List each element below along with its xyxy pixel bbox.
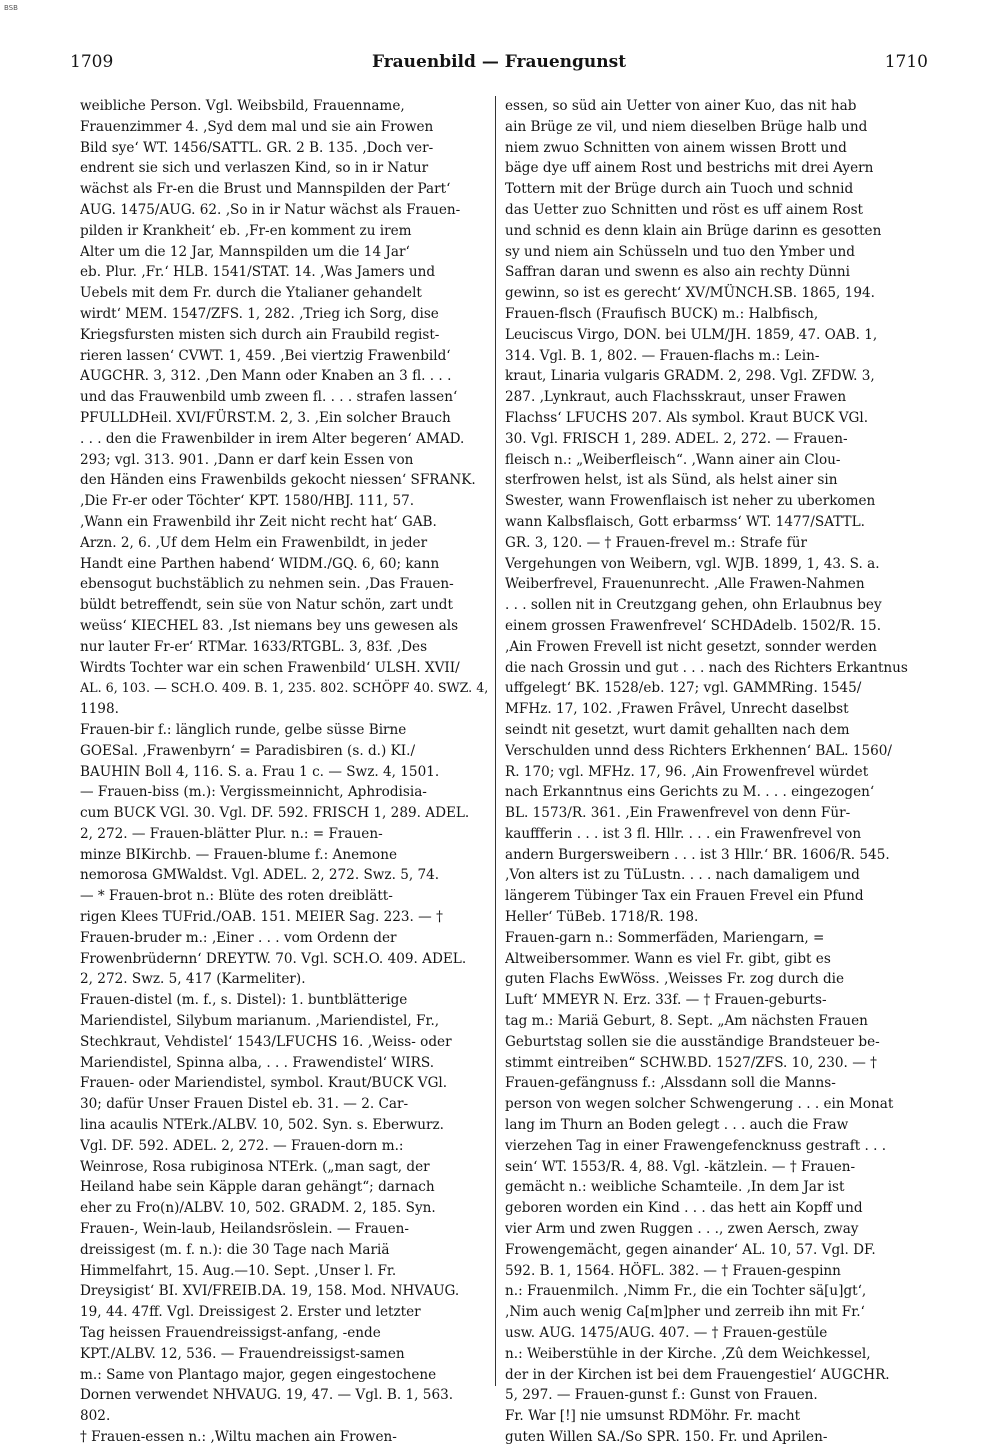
text-line: Bild sye‘ WT. 1456/SATTL. GR. 2 B. 135. ‚Doch ver- — [80, 139, 434, 156]
library-stamp: BSB — [4, 4, 18, 12]
text-line: m.: Same von Plantago major, gegen eingestochene — [80, 1366, 437, 1383]
text-line: † Frauen-essen n.: ‚Wiltu machen ain Frowen- — [80, 1429, 397, 1445]
text-line: endrent sie sich und verlaszen Kind, so in ir Natur — [80, 160, 429, 177]
text-line: usw. AUG. 1475/AUG. 407. — † Frauen-gestüle — [505, 1325, 828, 1342]
text-line: Flachss‘ LFUCHS 207. Als symbol. Kraut BUCK VGl. — [505, 409, 869, 426]
text-line: büldt betreffendt, sein süe von Natur schön, zart undt — [80, 597, 453, 614]
text-line: Saffran daran und swenn es also ain rechty Dünni — [505, 264, 850, 281]
text-line: vierzehen Tag in einer Frawengefencknuss gestraft . . . — [505, 1137, 887, 1154]
text-line: sy und niem ain Schüsseln und tuo den Ymber und — [505, 243, 855, 260]
text-line: Heiland habe sein Käpple daran gehängt“; darnach — [80, 1179, 435, 1196]
text-line: PFULLDHeil. XVI/FÜRST.M. 2, 3. ‚Ein solcher Brauch — [80, 409, 451, 426]
text-line: AL. 6, 103. — SCH.O. 409. B. 1, 235. 802. SCHÖPF 40. SWZ. 4, — [80, 680, 489, 696]
text-line: nemorosa GMWaldst. Vgl. ADEL. 2, 272. Swz. 5, 74. — [80, 867, 440, 884]
text-line: BAUHIN Boll 4, 116. S. a. Frau 1 c. — Swz. 4, 1501. — [80, 763, 440, 780]
text-line: geboren worden ein Kind . . . das hett ain Kopff und — [505, 1200, 863, 1217]
text-line: R. 170; vgl. MFHz. 17, 96. ‚Ain Frowenfrevel würdet — [505, 763, 869, 780]
text-line: guten Flachs EwWöss. ‚Weisses Fr. zog durch die — [505, 971, 845, 988]
page-header — [70, 52, 928, 74]
text-line: 2, 272. Swz. 5, 417 (Karmeliter). — [80, 971, 306, 988]
text-line: AUGCHR. 3, 312. ‚Den Mann oder Knaben an 3 fl. . . . — [80, 368, 452, 385]
text-line: Uebels mit dem Fr. durch die Ytalianer gehandelt — [80, 285, 422, 302]
text-line: Kriegsfursten misten sich durch ain Fraubild regist- — [80, 326, 440, 343]
text-line: eb. Plur. ‚Fr.‘ HLB. 1541/STAT. 14. ‚Was Jamers und — [80, 264, 436, 281]
text-line: 592. B. 1, 1564. HÖFL. 382. — † Frauen-gespinn — [505, 1262, 841, 1279]
text-line: n.: Weiberstühle in der Kirche. ‚Zû dem Weichkessel, — [505, 1345, 871, 1362]
text-line: . . . sollen nit in Creutzgang gehen, ohn Erlaubnus bey — [505, 597, 882, 614]
text-line: 314. Vgl. B. 1, 802. — Frauen-flachs m.: Lein- — [505, 347, 820, 364]
left-page-number: 1709 — [70, 52, 114, 72]
text-line: Heller‘ TüBeb. 1718/R. 198. — [505, 909, 699, 926]
text-line: und das Frauwenbild umb zween fl. . . . strafen lassen‘ — [80, 389, 458, 406]
text-line: wirdt‘ MEM. 1547/ZFS. 1, 282. ‚Trieg ich Sorg, dise — [80, 305, 439, 322]
text-line: ‚Wann ein Frawenbild ihr Zeit nicht recht hat‘ GAB. — [80, 513, 437, 530]
text-line: rigen Klees TUFrid./OAB. 151. MEIER Sag. 223. — † — [80, 909, 443, 926]
text-line: essen, so süd ain Uetter von ainer Kuo, das nit hab — [505, 98, 857, 114]
text-line: wächst als Fr-en die Brust und Mannspilden der Part‘ — [80, 181, 451, 198]
text-line: rieren lassen‘ CVWT. 1, 459. ‚Bei viertzig Frawenbild‘ — [80, 347, 451, 364]
text-line: Vergehungen von Weibern, vgl. WJB. 1899, 1, 43. S. a. — [505, 555, 880, 572]
text-line: 293; vgl. 313. 901. ‚Dann er darf kein Essen von — [80, 451, 414, 468]
text-line: Frauen-bruder m.: ‚Einer . . . vom Ordenn der — [80, 929, 397, 946]
text-line: fleisch n.: „Weiberfleisch“. ‚Wann ainer ain Clou- — [505, 451, 841, 468]
text-line: ebensogut buchstäblich zu nehmen sein. ‚Das Frauen- — [80, 576, 454, 593]
text-line: Frauen-garn n.: Sommerfäden, Mariengarn, = — [505, 929, 825, 946]
text-line: das Uetter zuo Schnitten und röst es uff ainem Rost — [505, 201, 864, 218]
text-line: guten Willen SA./So SPR. 150. Fr. und Aprilen- — [505, 1429, 828, 1445]
running-head: Frauenbild — Frauengunst — [371, 52, 627, 72]
text-line: stimmt eintreiben“ SCHW.BD. 1527/ZFS. 10, 230. — † — [505, 1054, 877, 1071]
text-line: Dreysigist‘ BI. XVI/FREIB.DA. 19, 158. Mod. NHVAUG. — [80, 1283, 460, 1300]
text-line: Vgl. DF. 592. ADEL. 2, 272. — Frauen-dorn m.: — [80, 1137, 404, 1154]
column-divider — [495, 96, 496, 1386]
text-line: 19, 44. 47ff. Vgl. Dreissigest 2. Erster und letzter — [80, 1304, 421, 1321]
text-line: Luft‘ MMEYR N. Erz. 33f. — † Frauen-geburts- — [505, 992, 827, 1009]
text-line: Frauen-bir f.: länglich runde, gelbe süsse Birne — [80, 721, 407, 738]
text-line: — * Frauen-brot n.: Blüte des roten dreiblätt- — [80, 888, 393, 905]
text-line: lang im Thurn an Boden gelegt . . . auch die Fraw — [505, 1117, 849, 1134]
text-line: Frauen-flsch (Fraufisch BUCK) m.: Halbfisch, — [505, 305, 819, 322]
text-line: Mariendistel, Spinna alba, . . . Frawendistel‘ WIRS. — [80, 1054, 435, 1071]
text-line: andern Burgersweibern . . . ist 3 Hllr.‘ BR. 1606/R. 545. — [505, 846, 890, 863]
text-line: einem grossen Frawenfrevel‘ SCHDAdelb. 1502/R. 15. — [505, 617, 882, 634]
text-line: Wirdts Tochter war ein schen Frawenbild‘ ULSH. XVII/ — [80, 659, 460, 676]
text-line: KPT./ALBV. 12, 536. — Frauendreissigst-samen — [80, 1345, 405, 1362]
text-line: Tag heissen Frauendreissigst-anfang, -ende — [80, 1325, 381, 1342]
text-line: die nach Grossin und gut . . . nach des Richters Erkantnus — [505, 659, 908, 676]
text-line: kauffferin . . . ist 3 fl. Hllr. . . . ein Frawenfrevel von — [505, 825, 862, 842]
text-line: n.: Frauenmilch. ‚Nimm Fr., die ein Tochter sä[u]gt‘, — [505, 1283, 867, 1300]
text-line: Geburtstag sollen sie die ausständige Brandsteuer be- — [505, 1033, 880, 1050]
text-line: tag m.: Mariä Geburt, 8. Sept. „Am nächsten Frauen — [505, 1013, 868, 1030]
text-line: gemächt n.: weibliche Schamteile. ‚In dem Jar ist — [505, 1179, 845, 1196]
text-line: minze BIKirchb. — Frauen-blume f.: Anemone — [80, 846, 398, 863]
text-line: . . . den die Frawenbilder in irem Alter begeren‘ AMAD. — [80, 430, 465, 447]
text-line: kraut, Linaria vulgaris GRADM. 2, 298. Vgl. ZFDW. 3, — [505, 368, 875, 385]
text-line: Leuciscus Virgo, DON. bei ULM/JH. 1859, 47. OAB. 1, — [505, 326, 878, 343]
text-line: gewinn, so ist es gerecht‘ XV/MÜNCH.SB. 1865, 194. — [505, 285, 875, 302]
text-line: Fr. War [!] nie umsunst RDMöhr. Fr. macht — [505, 1408, 801, 1425]
text-line: Frauenzimmer 4. ‚Syd dem mal und sie ain Frowen — [80, 118, 434, 135]
text-line: Arzn. 2, 6. ‚Uf dem Helm ein Frawenbildt, in jeder — [80, 534, 428, 551]
text-line: Frowenbrüdernn‘ DREYTW. 70. Vgl. SCH.O. 409. ADEL. — [80, 950, 467, 967]
text-line: 287. ‚Lynkraut, auch Flachsskraut, unser Frawen — [505, 389, 847, 406]
text-line: Frowengemächt, gegen ainander‘ AL. 10, 57. Vgl. DF. — [505, 1241, 876, 1258]
text-line: den Händen eins Frawenbilds gekocht niessen‘ SFRANK. — [80, 472, 476, 489]
text-line: und schnid es denn klain ain Brüge darinn es gesotten — [505, 222, 882, 239]
text-line: ‚Von alters ist zu TüLustn. . . . nach damaligem und — [505, 867, 860, 884]
text-line: längerem Tübinger Tax ein Frauen Frevel ein Pfund — [505, 888, 864, 905]
text-line: — Frauen-biss (m.): Vergissmeinnicht, Aphrodisia- — [80, 784, 427, 801]
right-column — [505, 96, 915, 1448]
text-line: 1198. — [80, 701, 119, 718]
text-line: Swester, wann Frowenflaisch ist neher zu uberkomen — [505, 493, 876, 510]
text-line: vier Arm und zwen Ruggen . . ., zwen Aersch, zway — [505, 1221, 859, 1238]
text-line: weüss‘ KIECHEL 83. ‚Ist niemans bey uns gewesen als — [80, 617, 459, 634]
text-line: nur lauter Fr-er‘ RTMar. 1633/RTGBL. 3, 83f. ‚Des — [80, 638, 428, 655]
text-line: 2, 272. — Frauen-blätter Plur. n.: = Frauen- — [80, 825, 383, 842]
text-line: Mariendistel, Silybum marianum. ‚Mariendistel, Fr., — [80, 1013, 440, 1030]
text-line: Dornen verwendet NHVAUG. 19, 47. — Vgl. B. 1, 563. — [80, 1387, 454, 1404]
text-line: seindt nit gesetzt, wurt damit gehallten nach dem — [505, 721, 850, 738]
text-line: Tottern mit der Brüge durch ain Tuoch und schnid — [505, 181, 854, 198]
text-line: BL. 1573/R. 361. ‚Ein Frawenfrevel von denn Für- — [505, 805, 851, 822]
text-line: GOESal. ‚Frawenbyrn‘ = Paradisbiren (s. d.) KI./ — [80, 742, 416, 759]
text-line: ‚Ain Frowen Frevell ist nicht gesetzt, sonnder werden — [505, 638, 877, 655]
right-page-number: 1710 — [884, 52, 928, 72]
text-line: Frauen-gefängnuss f.: ‚Alssdann soll die Manns- — [505, 1075, 836, 1092]
text-line: Handt eine Parthen habend‘ WIDM./GQ. 6, 60; kann — [80, 555, 440, 572]
text-line: eher zu Fro(n)/ALBV. 10, 502. GRADM. 2, 185. Syn. — [80, 1200, 436, 1217]
text-line: Weiberfrevel, Frauenunrecht. ‚Alle Frawen-Nahmen — [505, 576, 865, 593]
text-line: pilden ir Krankheit‘ eb. ‚Fr-en komment zu irem — [80, 222, 412, 239]
text-line: Verschulden unnd dess Richters Erkhennen‘ BAL. 1560/ — [505, 742, 893, 759]
text-line: cum BUCK VGl. 30. Vgl. DF. 592. FRISCH 1, 289. ADEL. — [80, 805, 470, 822]
text-line: Frauen- oder Mariendistel, symbol. Kraut/BUCK VGl. — [80, 1075, 448, 1092]
text-line: MFHz. 17, 102. ‚Frawen Frȃvel, Unrecht daselbst — [505, 701, 849, 718]
text-line: wann Kalbsflaisch, Gott erbarmss‘ WT. 1477/SATTL. — [505, 513, 865, 530]
text-line: sterfrowen helst, ist als Sünd, als helst ainer sin — [505, 472, 838, 489]
text-line: ‚Nim auch wenig Ca[m]pher und zerreib ihn mit Fr.‘ — [505, 1304, 865, 1321]
text-line: AUG. 1475/AUG. 62. ‚So in ir Natur wächst als Frauen- — [80, 201, 461, 218]
left-column — [80, 96, 490, 1448]
text-line: person von wegen solcher Schwengerung . . . ein Monat — [505, 1096, 894, 1113]
text-line: Himmelfahrt, 15. Aug.—10. Sept. ‚Unser l. Fr. — [80, 1262, 397, 1279]
text-line: nach Erkanntnus eins Gerichts zu M. . . . eingezogen‘ — [505, 784, 875, 801]
text-line: Altweibersommer. Wann es viel Fr. gibt, gibt es — [505, 950, 831, 967]
text-line: ain Brüge ze vil, und niem dieselben Brüge halb und — [505, 118, 868, 135]
text-line: 30. Vgl. FRISCH 1, 289. ADEL. 2, 272. — Frauen- — [505, 430, 848, 447]
text-line: der in der Kirchen ist bei dem Frauengestiel‘ AUGCHR. — [505, 1366, 890, 1383]
text-line: sein‘ WT. 1553/R. 4, 88. Vgl. -kätzlein. — † Frauen- — [505, 1158, 856, 1175]
text-line: uffgelegt‘ BK. 1528/eb. 127; vgl. GAMMRing. 1545/ — [505, 680, 862, 697]
text-line: Alter um die 12 Jar, Mannspilden um die 14 Jar‘ — [80, 243, 410, 260]
text-line: Frauen-distel (m. f., s. Distel): 1. buntblätterige — [80, 992, 408, 1009]
text-line: weibliche Person. Vgl. Weibsbild, Frauenname, — [80, 98, 405, 114]
text-line: 30; dafür Unser Frauen Distel eb. 31. — 2. Car- — [80, 1096, 409, 1113]
text-line: 802. — [80, 1408, 111, 1425]
text-line: Stechkraut, Vehdistel‘ 1543/LFUCHS 16. ‚Weiss- oder — [80, 1033, 452, 1050]
text-line: bäge dye uff ainem Rost und bestrichs mit drei Ayern — [505, 160, 874, 177]
text-line: Frauen-, Wein-laub, Heilandsröslein. — Frauen- — [80, 1221, 410, 1238]
text-line: niem zwuo Schnitten von ainem wissen Brott und — [505, 139, 847, 156]
text-line: lina acaulis NTErk./ALBV. 10, 502. Syn. s. Eberwurz. — [80, 1117, 444, 1134]
text-line: dreissigest (m. f. n.): die 30 Tage nach Mariä — [80, 1241, 390, 1258]
text-line: Weinrose, Rosa rubiginosa NTErk. („man sagt, der — [80, 1158, 430, 1175]
text-line: ‚Die Fr-er oder Töchter‘ KPT. 1580/HBJ. 111, 57. — [80, 493, 415, 510]
text-line: 5, 297. — Frauen-gunst f.: Gunst von Frauen. — [505, 1387, 818, 1404]
text-line: GR. 3, 120. — † Frauen-frevel m.: Strafe für — [505, 534, 807, 551]
